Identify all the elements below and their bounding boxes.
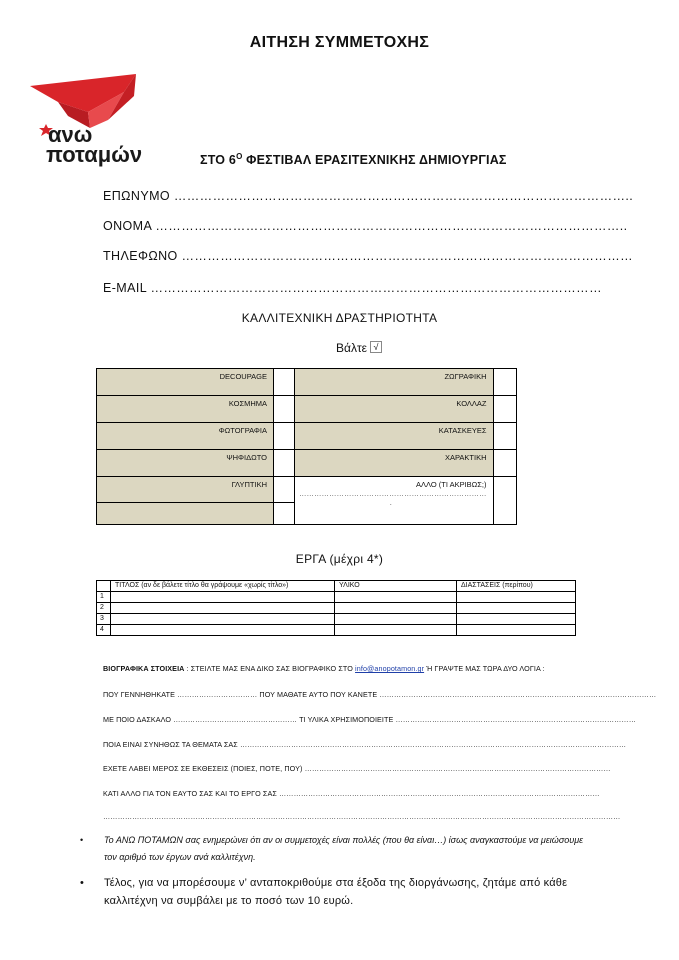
note-works-limit-line-1: Το ΑΝΩ ΠΟΤΑΜΩΝ σας ενημερώνει ότι αν οι συμμετοχές είναι πολλές (που θα είναι…) ίσως αναγκαστούμε να μειώσουμε bbox=[104, 835, 584, 845]
works-title-cell[interactable] bbox=[111, 614, 335, 625]
activity-label-other: ΑΛΛΟ (ΤΙ ΑΚΡΙΒΩΣ;) bbox=[415, 480, 487, 489]
works-material-cell[interactable] bbox=[335, 614, 457, 625]
works-heading: ΕΡΓΑ (μέχρι 4*) bbox=[295, 552, 384, 566]
activity-label-jewelry: ΚΟΣΜΗΜΑ bbox=[97, 396, 274, 423]
check-instruction bbox=[336, 341, 382, 355]
activity-label-painting: ΖΩΓΡΑΦΙΚΗ bbox=[295, 369, 494, 396]
activity-heading: ΚΑΛΛΙΤΕΧΝΙΚΗ ΔΡΑΣΤΗΡΙΟΤΗΤΑ bbox=[241, 311, 438, 325]
works-row-number: 4 bbox=[97, 625, 111, 636]
works-row-number: 2 bbox=[97, 603, 111, 614]
activity-checkbox-painting[interactable] bbox=[493, 369, 516, 396]
activity-checkbox-mosaic[interactable] bbox=[274, 450, 295, 477]
works-corner-cell bbox=[97, 581, 111, 592]
bio-question-exhibitions[interactable]: ΕΧΕΤΕ ΛΑΒΕΙ ΜΕΡΟΣ ΣΕ ΕΚΘΕΣΕΙΣ (ΠΟΙΕΣ, ΠΟΤΕ, ΠΟΥ) ……………………………………………………………………………………………………………… bbox=[103, 764, 611, 773]
activity-checkbox-constructions[interactable] bbox=[493, 423, 516, 450]
activity-checkbox-engraving[interactable] bbox=[493, 450, 516, 477]
activity-label-empty bbox=[97, 503, 274, 525]
bio-question-teacher[interactable]: ΜΕ ΠΟΙΟ ΔΑΣΚΑΛΟ …………………………………………… ΤΙ ΥΛΙΚΑ ΧΡΗΣΙΜΟΠΟΙΕΙΤΕ ……………………………………………………………………………………… bbox=[103, 715, 636, 724]
activity-table bbox=[96, 368, 517, 525]
note-works-limit-text bbox=[104, 832, 583, 866]
works-title-cell[interactable] bbox=[111, 625, 335, 636]
activity-label-engraving: ΧΑΡΑΚΤΙΚΗ bbox=[295, 450, 494, 477]
works-table bbox=[96, 580, 576, 636]
activity-label-decoupage: DECOUPAGE bbox=[97, 369, 274, 396]
note-fee-line-1: Τέλος, για να μπορέσουμε ν’ ανταποκριθούμε στα έξοδα της διοργάνωσης, ζητάμε από κάθε bbox=[104, 877, 568, 889]
works-dimensions-cell[interactable] bbox=[457, 614, 576, 625]
subtitle-post: ΦΕΣΤΙΒΑΛ ΕΡΑΣΙΤΕΧΝΙΚΗΣ ΔΗΜΙΟΥΡΓΙΑΣ bbox=[242, 153, 507, 168]
bullet-icon: • bbox=[80, 877, 85, 889]
activity-other-line-1: ………………………………………………………………… bbox=[299, 489, 487, 498]
bio-intro-text: : ΣΤΕΙΛΤΕ ΜΑΣ ΕΝΑ ΔΙΚΟ ΣΑΣ ΒΙΟΓΡΑΦΙΚΟ ΣΤΟ bbox=[184, 664, 356, 673]
works-material-cell[interactable] bbox=[335, 625, 457, 636]
subtitle-superscript: Ο bbox=[236, 152, 243, 161]
bio-question-other[interactable]: ΚΑΤΙ ΑΛΛΟ ΓΙΑ ΤΟΝ ΕΑΥΤΟ ΣΑΣ ΚΑΙ ΤΟ ΕΡΓΟ ΣΑΣ …………………………………………………………………………………………………………………… bbox=[103, 789, 600, 798]
bio-question-birthplace[interactable]: ΠΟΥ ΓΕΝΝΗΘΗΚΑΤΕ …………………………… ΠΟΥ ΜΑΘΑΤΕ ΑΥΤΟ ΠΟΥ ΚΑΝΕΤΕ …………………………………………………………………………………………………… bbox=[103, 690, 657, 699]
name-field[interactable]: ΟΝΟΜΑ ……………………………………………………………………………………………….. bbox=[103, 219, 628, 233]
bio-email-link[interactable]: info@anopotamon.gr bbox=[355, 664, 425, 673]
logo-line-2: ποταμών bbox=[46, 142, 143, 167]
works-row-number: 3 bbox=[97, 614, 111, 625]
activity-checkbox-other[interactable] bbox=[493, 477, 516, 525]
form-title: ΑΙΤΗΣΗ ΣΥΜΜΕΤΟΧΗΣ bbox=[249, 34, 430, 51]
activity-label-sculpture: ΓΛΥΠΤΙΚΗ bbox=[97, 477, 274, 503]
bio-intro bbox=[103, 664, 545, 673]
activity-other-line-2: . bbox=[389, 498, 392, 507]
activity-label-constructions: ΚΑΤΑΣΚΕΥΕΣ bbox=[295, 423, 494, 450]
festival-subtitle bbox=[200, 152, 507, 167]
note-fee-line-2: καλλιτέχνη να συμβάλει με το ποσό των 10 ευρώ. bbox=[104, 895, 354, 907]
subtitle-pre: ΣΤΟ 6 bbox=[200, 153, 237, 168]
works-col-material: ΥΛΙΚΟ bbox=[335, 581, 457, 592]
email-field[interactable]: E-MAIL …………………………………………………………………………………………… bbox=[103, 281, 602, 295]
works-title-cell[interactable] bbox=[111, 603, 335, 614]
logo-text bbox=[46, 122, 143, 167]
bullet-icon: • bbox=[80, 835, 84, 845]
activity-label-collage: ΚΟΛΛΑΖ bbox=[295, 396, 494, 423]
activity-checkbox-empty[interactable] bbox=[274, 503, 295, 525]
works-col-dimensions: ΔΙΑΣΤΑΣΕΙΣ (περίπου) bbox=[457, 581, 576, 592]
works-dimensions-cell[interactable] bbox=[457, 603, 576, 614]
bio-label: ΒΙΟΓΡΑΦΙΚΑ ΣΤΟΙΧΕΙΑ bbox=[103, 664, 185, 673]
activity-checkbox-sculpture[interactable] bbox=[274, 477, 295, 503]
bio-intro-end: Ή ΓΡΑΨΤΕ ΜΑΣ ΤΩΡΑ ΔΥΟ ΛΟΓΙΑ : bbox=[424, 664, 545, 673]
works-row-number: 1 bbox=[97, 592, 111, 603]
bio-question-themes[interactable]: ΠΟΙΑ ΕΙΝΑΙ ΣΥΝΗΘΩΣ ΤΑ ΘΕΜΑΤΑ ΣΑΣ …………………………………………………………………………………………………………………………………………… bbox=[103, 740, 627, 749]
activity-checkbox-photography[interactable] bbox=[274, 423, 295, 450]
works-dimensions-cell[interactable] bbox=[457, 592, 576, 603]
surname-field[interactable]: ΕΠΩΝΥΜΟ …………………………………………………………………………………………….. bbox=[103, 189, 634, 203]
works-title-cell[interactable] bbox=[111, 592, 335, 603]
activity-checkbox-decoupage[interactable] bbox=[274, 369, 295, 396]
activity-label-photography: ΦΩΤΟΓΡΑΦΙΑ bbox=[97, 423, 274, 450]
works-dimensions-cell[interactable] bbox=[457, 625, 576, 636]
activity-label-mosaic: ΨΗΦΙΔΩΤΟ bbox=[97, 450, 274, 477]
works-material-cell[interactable] bbox=[335, 603, 457, 614]
works-col-title: ΤΙΤΛΟΣ (αν δε βάλετε τίτλο θα γράψουμε «χωρίς τίτλο») bbox=[111, 581, 335, 592]
logo-line-1: ανω bbox=[48, 122, 93, 147]
note-fee-text bbox=[104, 874, 567, 910]
checkmark-icon: √ bbox=[370, 341, 382, 353]
check-instruction-text: Βάλτε bbox=[336, 341, 368, 355]
note-works-limit-line-2: τον αριθμό των έργων ανά καλλιτέχνη. bbox=[104, 852, 256, 862]
phone-field[interactable]: ΤΗΛΕΦΩΝΟ …………………………………………………………………………………………… bbox=[103, 249, 633, 263]
activity-checkbox-collage[interactable] bbox=[493, 396, 516, 423]
activity-checkbox-jewelry[interactable] bbox=[274, 396, 295, 423]
activity-other-cell[interactable] bbox=[295, 477, 494, 525]
works-material-cell[interactable] bbox=[335, 592, 457, 603]
bio-extra-line[interactable]: …………………………………………………………………………………………………………………………………………………………………………………………… bbox=[103, 812, 621, 821]
